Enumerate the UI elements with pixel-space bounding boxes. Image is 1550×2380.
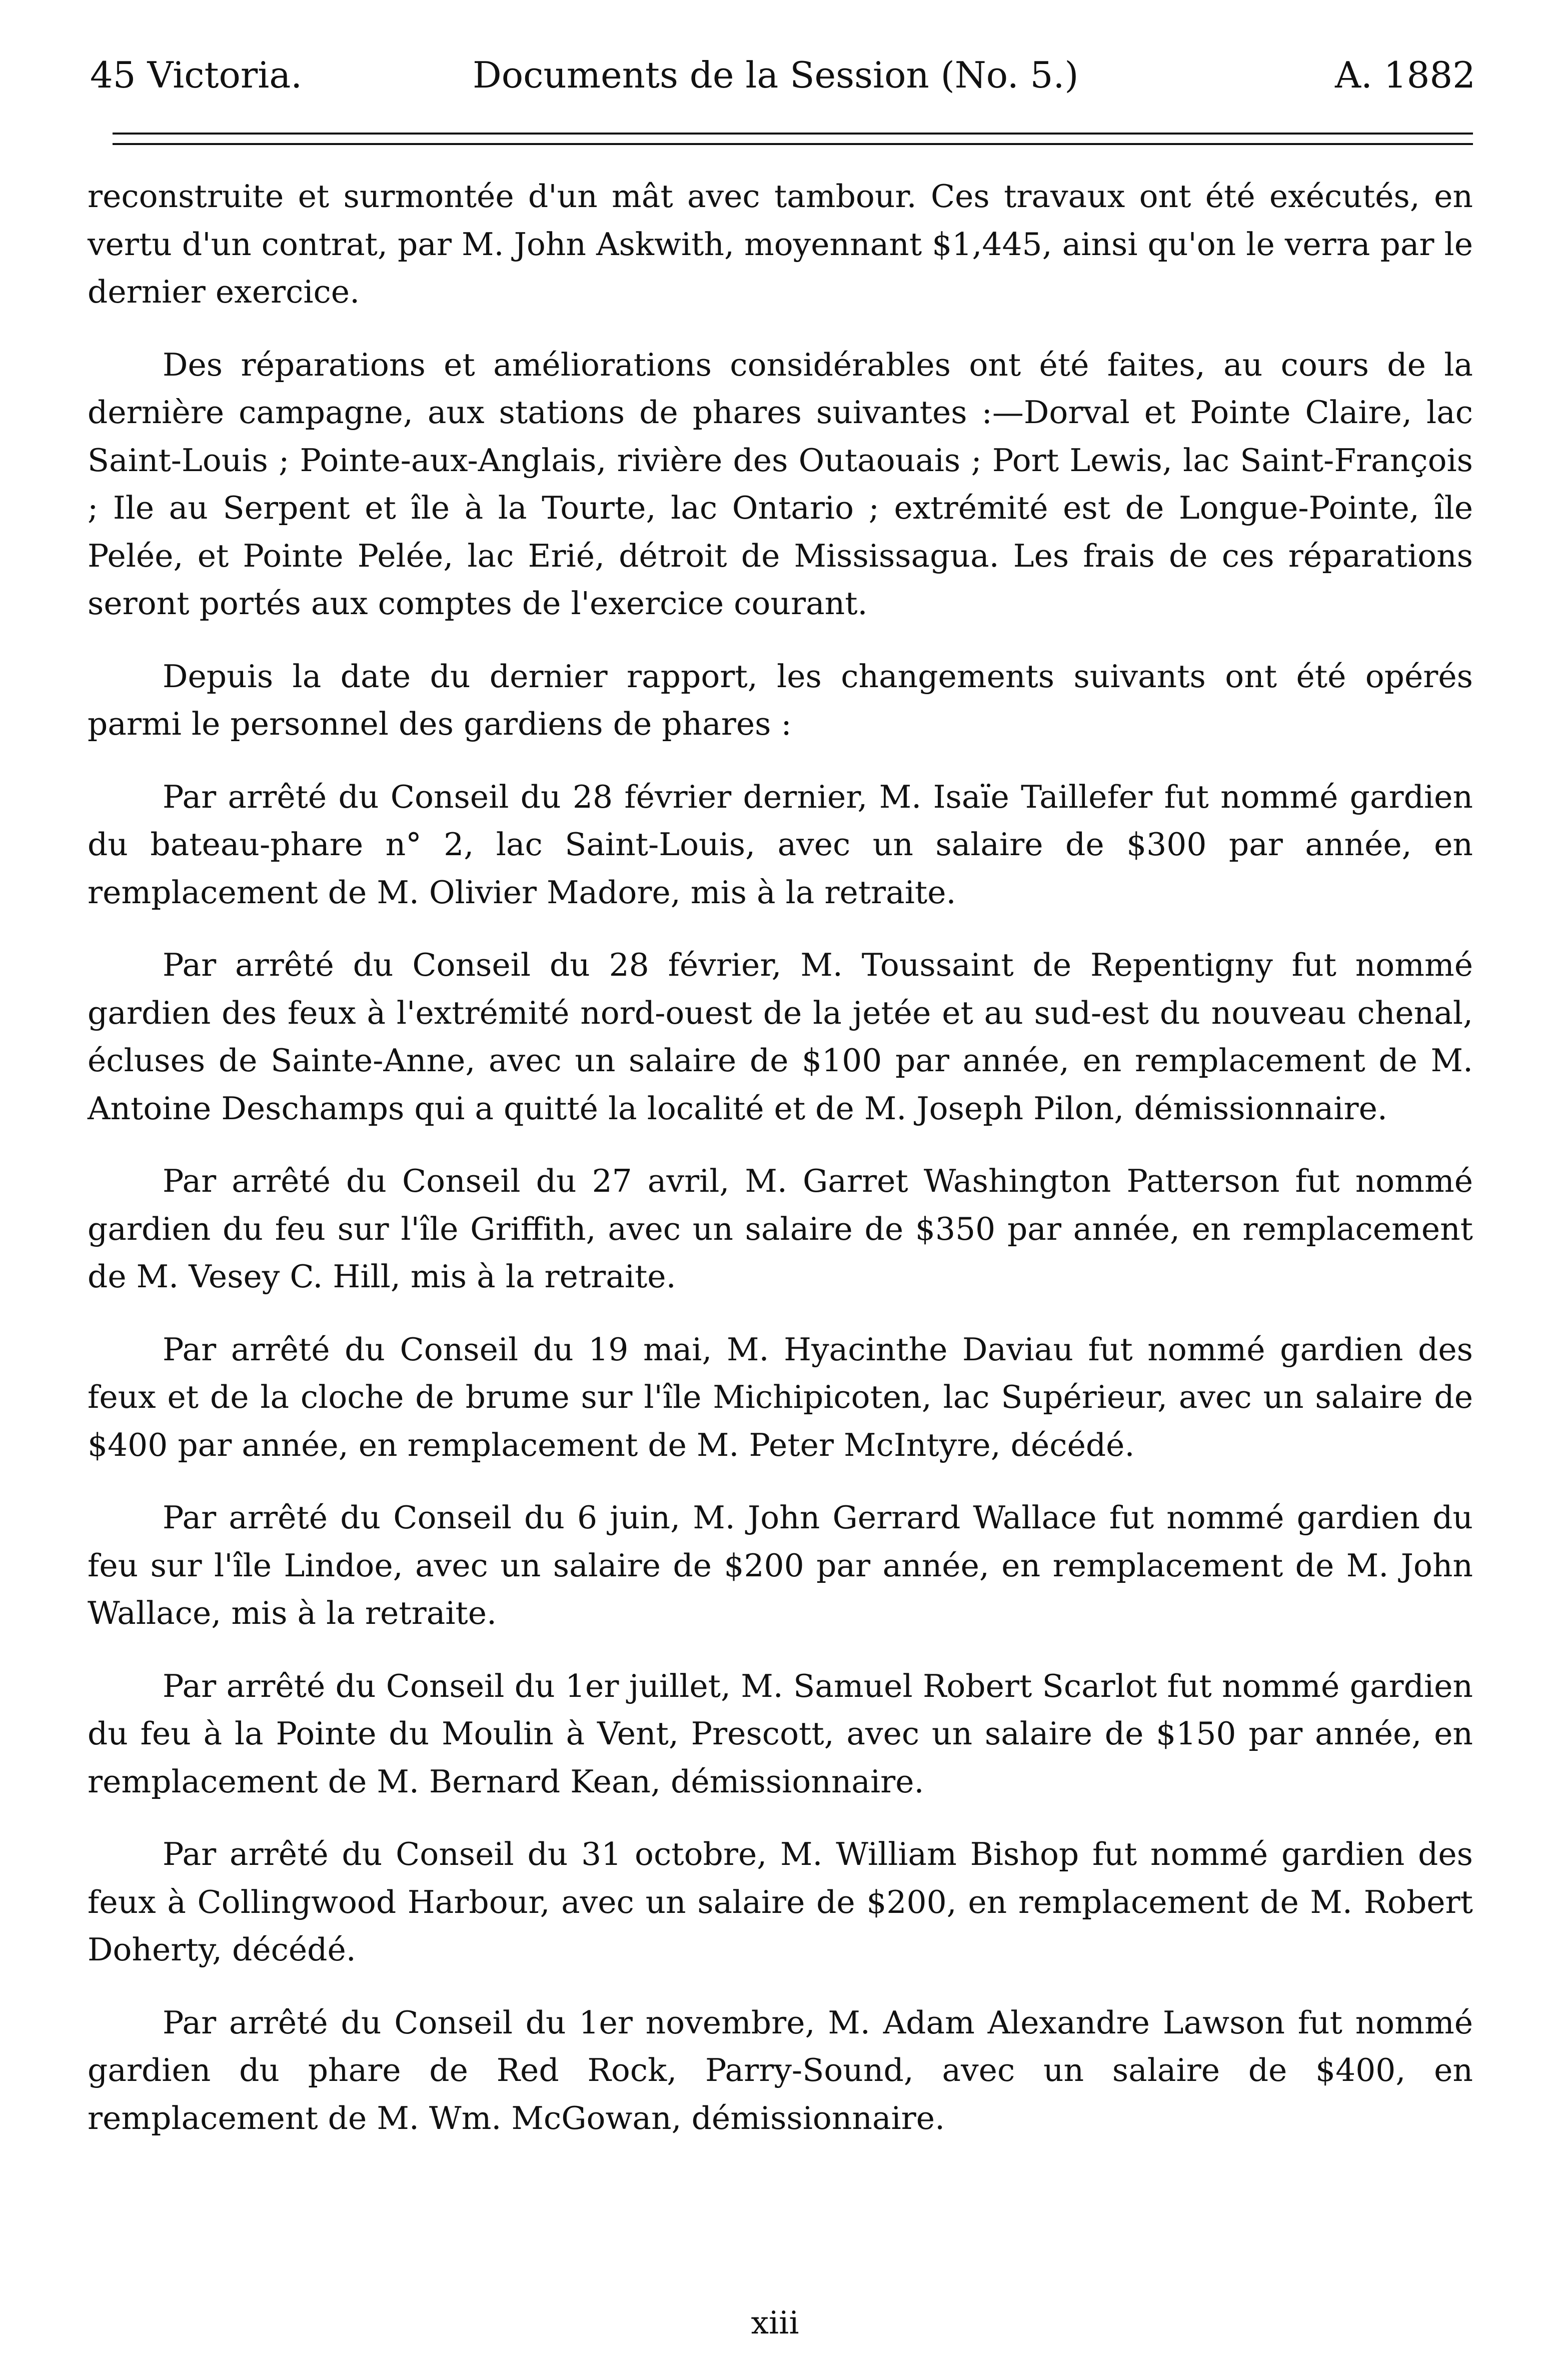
paragraph-personnel-intro: Depuis la date du dernier rapport, les changements suivants ont été opérés parmi le personnel des gardiens de phares :	[88, 658, 1473, 742]
paragraph-continuation: reconstruite et surmontée d'un mât avec tambour. Ces travaux ont été exécutés, en vertu d'un contrat, par M. John Askwith, moyennant $1,445, ainsi qu'on le verra par le dernier exercice.	[88, 178, 1473, 310]
page-number: xiii	[751, 2304, 799, 2341]
paragraph-appointment: Par arrêté du Conseil du 1er novembre, M. Adam Alexandre Lawson fut nommé gardien du phare de Red Rock, Parry-Sound, avec un salaire de $400, en remplacement de M. Wm. McGowan, démissionnaire.	[88, 2004, 1473, 2136]
header-regnal-year: 45 Victoria.	[90, 54, 303, 96]
paragraph-repairs: Des réparations et améliorations considérables ont été faites, au cours de la dernière campagne, aux stations de phares suivantes :—Dorval et Pointe Claire, lac Saint-Louis ; Pointe-aux-Anglais, rivière des Outaouais ; Port Lewis, lac Saint-François ; Ile au Serpent et île à la Tourte, lac Ontario ; extrémité est de Longue-Pointe, île Pelée, et Pointe Pelée, lac Erié, détroit de Mississagua. Les frais de ces réparations seront portés aux comptes de l'exercice courant.	[88, 346, 1473, 622]
paragraph-appointment: Par arrêté du Conseil du 28 février, M. Toussaint de Repentigny fut nommé gardien des feux à l'extrémité nord-ouest de la jetée et au sud-est du nouveau chenal, écluses de Sainte-Anne, avec un salaire de $100 par année, en remplacement de M. Antoine Deschamps qui a quitté la localité et de M. Joseph Pilon, démissionnaire.	[88, 947, 1473, 1127]
paragraph-appointment: Par arrêté du Conseil du 27 avril, M. Garret Washington Patterson fut nommé gardien du feu sur l'île Griffith, avec un salaire de $350 par année, en remplacement de M. Vesey C. Hill, mis à la retraite.	[88, 1163, 1473, 1295]
header-rule-bottom	[113, 143, 1473, 145]
paragraph-appointment: Par arrêté du Conseil du 31 octobre, M. William Bishop fut nommé gardien des feux à Collingwood Harbour, avec un salaire de $200, en remplacement de M. Robert Doherty, décédé.	[88, 1836, 1473, 1968]
paragraph-appointment: Par arrêté du Conseil du 1er juillet, M. Samuel Robert Scarlot fut nommé gardien du feu à la Pointe du Moulin à Vent, Prescott, avec un salaire de $150 par année, en remplacement de M. Bernard Kean, démissionnaire.	[88, 1667, 1473, 1800]
header-rule-top	[113, 133, 1473, 135]
paragraph-appointment: Par arrêté du Conseil du 28 février dernier, M. Isaïe Taillefer fut nommé gardien du bateau-phare n° 2, lac Saint-Louis, avec un salaire de $300 par année, en remplacement de M. Olivier Madore, mis à la retraite.	[88, 778, 1473, 911]
header-year: A. 1882	[1334, 54, 1475, 96]
paragraph-appointment: Par arrêté du Conseil du 6 juin, M. John Gerrard Wallace fut nommé gardien du feu sur l'île Lindoe, avec un salaire de $200 par année, en remplacement de M. John Wallace, mis à la retraite.	[88, 1499, 1473, 1631]
body-text	[88, 173, 1473, 2167]
paragraph-appointment: Par arrêté du Conseil du 19 mai, M. Hyacinthe Daviau fut nommé gardien des feux et de la cloche de brume sur l'île Michipicoten, lac Supérieur, avec un salaire de $400 par année, en remplacement de M. Peter McIntyre, décédé.	[88, 1331, 1473, 1463]
header-document-title: Documents de la Session (No. 5.)	[473, 54, 1079, 96]
running-header	[90, 48, 1475, 103]
